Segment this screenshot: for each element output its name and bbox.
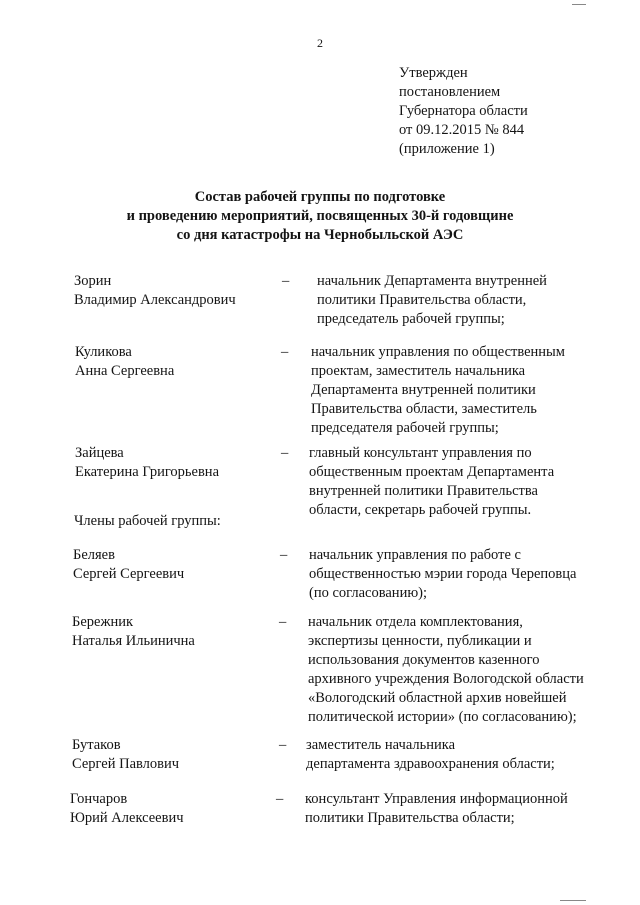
approval-line: Губернатора области: [399, 103, 528, 119]
scan-mark-top: [572, 4, 586, 5]
member-description: [306, 736, 555, 774]
page-number: 2: [317, 36, 323, 50]
description-line: (по согласованию);: [309, 585, 428, 601]
approval-block: [399, 64, 528, 159]
description-line: начальник отдела комплектования,: [308, 614, 523, 630]
member-name: [73, 546, 184, 584]
description-line: консультант Управления информационной: [305, 791, 568, 807]
member-name: [72, 613, 195, 651]
description-line: департамента здравоохранения области;: [306, 756, 555, 772]
member-given-names: Сергей Павлович: [72, 756, 180, 772]
member-surname: Зайцева: [75, 445, 124, 461]
description-line: Департамента внутренней политики: [311, 382, 536, 398]
member-name: [72, 736, 179, 774]
dash: –: [282, 273, 290, 289]
description-line: начальник Департамента внутренней: [317, 273, 547, 289]
member-name: [75, 444, 219, 482]
description-line: проектам, заместитель начальника: [311, 363, 526, 379]
description-line: Правительства области, заместитель: [311, 401, 537, 417]
member-description: [311, 343, 565, 438]
dash: –: [279, 737, 287, 753]
member-name: [74, 272, 236, 310]
description-line: внутренней политики Правительства: [309, 483, 538, 499]
member-description: [305, 790, 568, 828]
description-line: заместитель начальника: [306, 737, 456, 753]
approval-line: постановлением: [399, 84, 501, 100]
member-given-names: Анна Сергеевна: [75, 363, 175, 379]
member-description: [317, 272, 547, 329]
description-line: начальник управления по работе с: [309, 547, 521, 563]
title-line: Состав рабочей группы по подготовке: [194, 189, 446, 205]
member-surname: Беляев: [73, 547, 115, 563]
description-line: экспертизы ценности, публикации и: [308, 633, 532, 649]
member-description: [309, 546, 576, 603]
member-given-names: Сергей Сергеевич: [73, 566, 185, 582]
member-given-names: Екатерина Григорьевна: [75, 464, 220, 480]
dash: –: [281, 445, 289, 461]
dash: –: [279, 614, 287, 630]
dash: –: [280, 547, 288, 563]
member-given-names: Владимир Александрович: [74, 292, 236, 308]
dash: –: [276, 791, 284, 807]
description-line: архивного учреждения Вологодской области: [308, 671, 584, 687]
member-description: [308, 613, 584, 727]
title-line: и проведению мероприятий, посвященных 30-й годовщине: [126, 208, 514, 224]
description-line: политической истории» (по согласованию);: [308, 709, 577, 725]
title-line: со дня катастрофы на Чернобыльской АЭС: [176, 227, 464, 243]
dash: –: [281, 344, 289, 360]
document-title: [0, 188, 640, 245]
description-line: председателя рабочей группы;: [311, 420, 499, 436]
member-surname: Бутаков: [72, 737, 121, 753]
description-line: использования документов казенного: [308, 652, 540, 668]
approval-line: от 09.12.2015 № 844: [399, 122, 525, 138]
description-line: главный консультант управления по: [309, 445, 532, 461]
member-surname: Зорин: [74, 273, 112, 289]
description-line: политики Правительства области;: [305, 810, 515, 826]
member-given-names: Юрий Алексеевич: [70, 810, 184, 826]
scan-mark-bottom: [560, 900, 586, 901]
description-line: политики Правительства области,: [317, 292, 527, 308]
member-description: [309, 444, 554, 520]
description-line: общественным проектам Департамента: [309, 464, 555, 480]
approval-line: (приложение 1): [399, 141, 495, 157]
member-surname: Гончаров: [70, 791, 128, 807]
member-surname: Куликова: [75, 344, 132, 360]
member-name: [70, 790, 184, 828]
description-line: «Вологодский областной архив новейшей: [308, 690, 567, 706]
description-line: начальник управления по общественным: [311, 344, 565, 360]
member-surname: Бережник: [72, 614, 134, 630]
description-line: председатель рабочей группы;: [317, 311, 505, 327]
description-line: общественностью мэрии города Череповца: [309, 566, 577, 582]
member-given-names: Наталья Ильинична: [72, 633, 195, 649]
member-name: [75, 343, 174, 381]
members-section-label: Члены рабочей группы:: [74, 513, 221, 529]
approval-line: Утвержден: [399, 65, 468, 81]
description-line: области, секретарь рабочей группы.: [309, 502, 532, 518]
